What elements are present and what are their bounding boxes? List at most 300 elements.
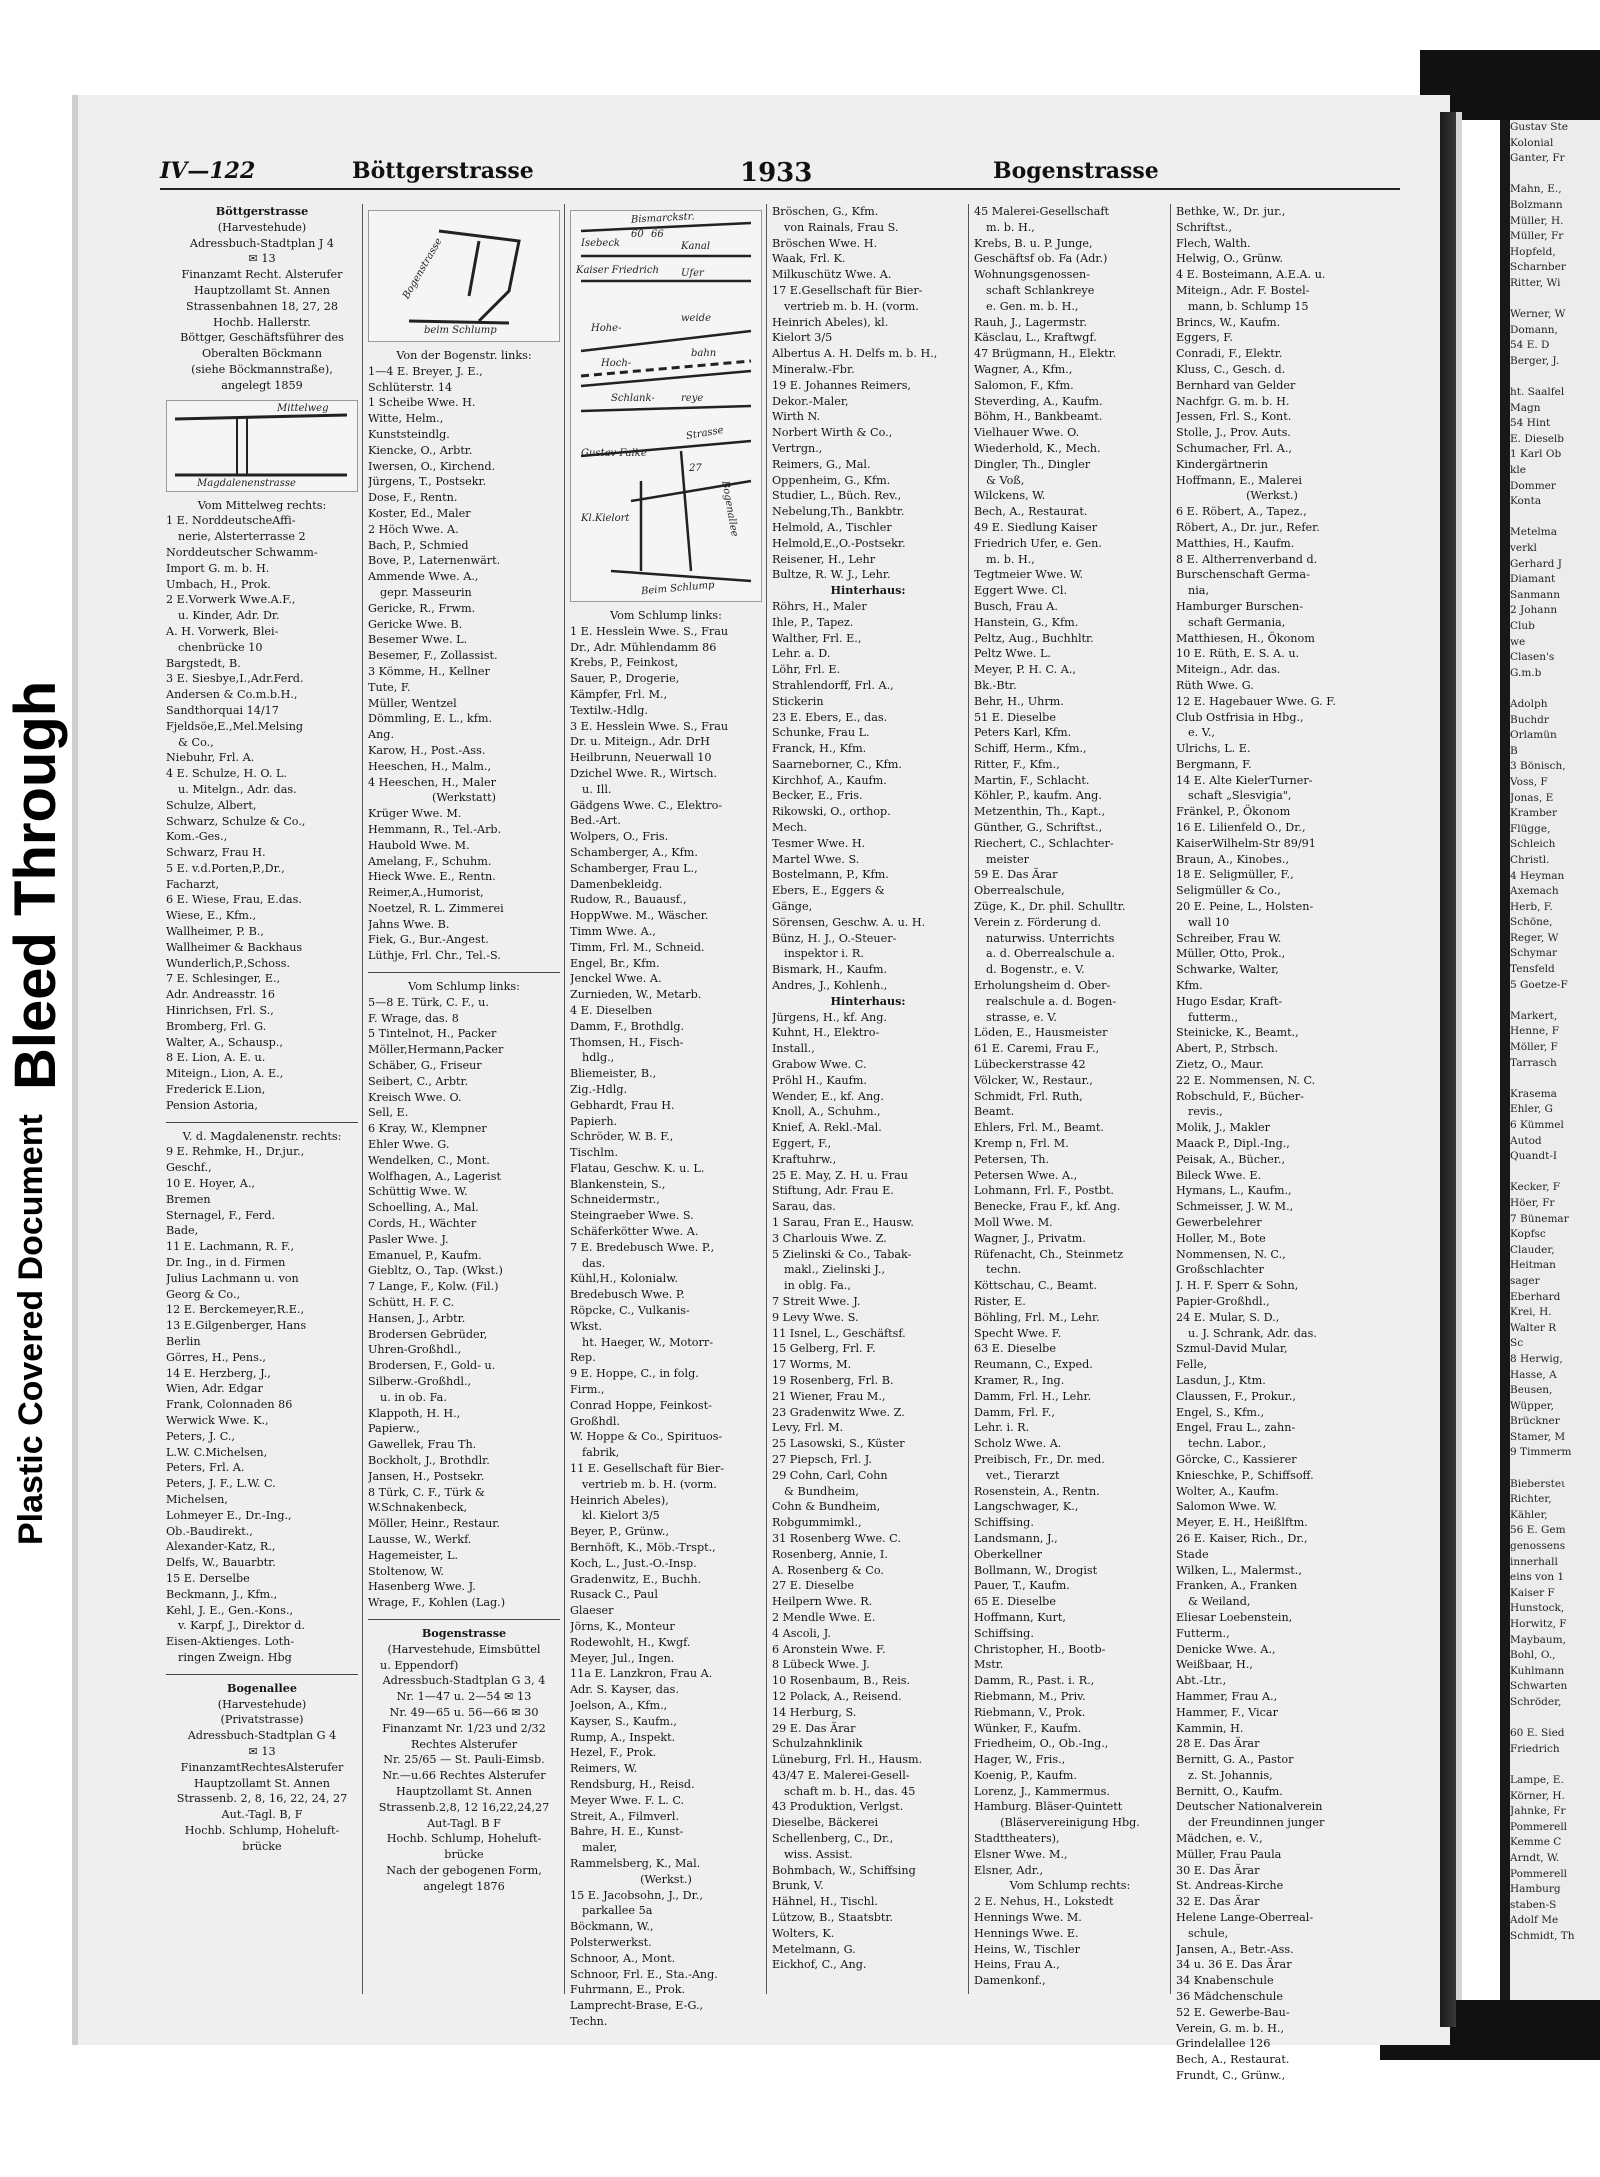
adjacent-page-text: Flügge, bbox=[1510, 822, 1551, 835]
directory-entry: Rikowski, O., orthop. bbox=[772, 805, 891, 819]
directory-entry: 14 Herburg, S. bbox=[772, 1705, 857, 1719]
directory-entry: Elsner Wwe. M., bbox=[974, 1847, 1068, 1861]
directory-entry: u. Kinder, Adr. Dr. bbox=[178, 609, 280, 623]
directory-entry: Schellenberg, C., Dr., bbox=[772, 1832, 894, 1846]
directory-entry: Dömmling, E. L., kfm. bbox=[368, 712, 493, 726]
adjacent-page-text: Krasema bbox=[1510, 1087, 1557, 1100]
directory-entry: Wrage, F., Kohlen (Lag.) bbox=[368, 1596, 506, 1610]
directory-entry: der Freundinnen junger bbox=[1188, 1816, 1325, 1830]
directory-entry: von Rainals, Frau S. bbox=[784, 220, 899, 234]
directory-entry: Röpcke, C., Vulkanis- bbox=[570, 1304, 690, 1318]
directory-entry: Kuhnt, H., Elektro- bbox=[772, 1026, 880, 1040]
directory-entry: Lüthje, Frl. Chr., Tel.-S. bbox=[368, 949, 501, 963]
directory-entry: Kielort 3/5 bbox=[772, 331, 833, 345]
directory-entry: Dr., Adr. Mühlendamm 86 bbox=[570, 640, 717, 654]
adjacent-page-text: Jonas, E bbox=[1510, 791, 1554, 804]
map-label: weide bbox=[681, 313, 711, 324]
directory-entry: Techn. bbox=[570, 2014, 608, 2028]
directory-entry: Lorenz, J., Kammermus. bbox=[974, 1784, 1110, 1798]
directory-entry: u. Mitelgn., Adr. das. bbox=[178, 782, 297, 796]
directory-entry: 4 Heeschen, H., Maler bbox=[368, 775, 496, 789]
map-label: beim Schlump bbox=[424, 325, 497, 336]
directory-entry: Gradenwitz, E., Buchh. bbox=[570, 1572, 702, 1586]
directory-entry: Rosenstein, A., Rentn. bbox=[974, 1484, 1100, 1498]
directory-entry: Metzenthin, Th., Kapt., bbox=[974, 805, 1106, 819]
directory-entry: Vielhauer Wwe. O. bbox=[974, 426, 1080, 440]
directory-entry: 10 E. Rüth, E. S. A. u. bbox=[1176, 647, 1300, 661]
directory-entry: Klappoth, H. H., bbox=[368, 1406, 461, 1420]
directory-entry: Wirth N. bbox=[772, 410, 821, 424]
adjacent-page-text: Diamant bbox=[1510, 573, 1556, 586]
directory-entry: Rüth Wwe. G. bbox=[1176, 678, 1254, 692]
directory-entry: V. d. Magdalenenstr. rechts: bbox=[182, 1129, 342, 1143]
directory-entry: FinanzamtRechtesAlsterufer bbox=[180, 1760, 344, 1774]
directory-entry: Vertrgn., bbox=[772, 441, 823, 455]
directory-entry: Brincs, W., Kaufm. bbox=[1176, 315, 1281, 329]
directory-entry: Knief, A. Rekl.-Mal. bbox=[772, 1121, 882, 1135]
directory-entry: Glaeser bbox=[570, 1604, 614, 1618]
directory-entry: 29 E. Das Ärar bbox=[772, 1721, 856, 1735]
directory-entry: Futterm., bbox=[1176, 1626, 1230, 1640]
adjacent-page-text: Clauder, bbox=[1510, 1243, 1555, 1256]
directory-entry: Hemmann, R., Tel.-Arb. bbox=[368, 822, 502, 836]
directory-entry: Deutscher Nationalverein bbox=[1176, 1800, 1323, 1814]
directory-entry: Waak, Frl. K. bbox=[772, 252, 846, 266]
directory-entry: Möller,Hermann,Packer bbox=[368, 1043, 504, 1057]
directory-entry: Hymans, L., Kaufm., bbox=[1176, 1184, 1292, 1198]
directory-entry: A. Rosenberg & Co. bbox=[772, 1563, 884, 1577]
directory-entry: Kehl, J. E., Gen.-Kons., bbox=[166, 1603, 294, 1617]
directory-entry: m. b. H., bbox=[986, 220, 1035, 234]
directory-entry: Bohmbach, W., Schiffsing bbox=[772, 1863, 916, 1877]
directory-entry: 1—4 E. Breyer, J. E., bbox=[368, 364, 483, 378]
directory-entry: Jahns Wwe. B. bbox=[368, 917, 450, 931]
directory-entry: Brodersen Gebrüder, bbox=[368, 1327, 488, 1341]
directory-entry: Rüfenacht, Ch., Steinmetz bbox=[974, 1247, 1123, 1261]
directory-entry: Görcke, C., Kassierer bbox=[1176, 1452, 1297, 1466]
directory-entry: Möller, Heinr., Restaur. bbox=[368, 1517, 500, 1531]
adjacent-page-text bbox=[1510, 1071, 1600, 1087]
directory-entry: 9 E. Hoppe, C., in folg. bbox=[570, 1367, 699, 1381]
adjacent-page-text: Reger, W bbox=[1510, 931, 1559, 944]
adjacent-page-text: 60 E. Sied bbox=[1510, 1727, 1565, 1740]
adjacent-page-text bbox=[1510, 1461, 1600, 1477]
directory-entry: 7 E. Bredebusch Wwe. P., bbox=[570, 1240, 715, 1254]
directory-entry: ringen Zweign. Hbg bbox=[178, 1650, 292, 1664]
directory-entry: d. Bogenstr., e. V. bbox=[986, 963, 1085, 977]
adjacent-page-text: Kopfsc bbox=[1510, 1228, 1546, 1241]
directory-entry: Lamprecht-Brase, E-G., bbox=[570, 1999, 704, 2013]
adjacent-page-text: Clasen's bbox=[1510, 651, 1555, 664]
directory-entry: Oberkellner bbox=[974, 1547, 1043, 1561]
directory-entry: Joelson, A., Kfm., bbox=[570, 1698, 668, 1712]
map-label: 60 bbox=[631, 229, 644, 240]
directory-entry: Hezel, F., Prok. bbox=[570, 1746, 657, 1760]
directory-entry: Holler, M., Bote bbox=[1176, 1231, 1266, 1245]
directory-entry: Günther, G., Schriftst., bbox=[974, 821, 1103, 835]
directory-entry: (Werkst.) bbox=[640, 1872, 692, 1886]
adjacent-page bbox=[1500, 120, 1600, 2000]
directory-entry: Install., bbox=[772, 1042, 815, 1056]
directory-entry: Ehlers, Frl. M., Beamt. bbox=[974, 1121, 1104, 1135]
directory-entry: Schwarz, Frau H. bbox=[166, 846, 266, 860]
directory-entry: Bismark, H., Kaufm. bbox=[772, 963, 888, 977]
directory-entry: Kfm. bbox=[1176, 979, 1203, 993]
directory-entry: inspektor i. R. bbox=[784, 947, 864, 961]
directory-entry: 7 Streit Wwe. J. bbox=[772, 1294, 861, 1308]
section-heading: Bogenallee bbox=[227, 1680, 297, 1695]
directory-entry: Michelsen, bbox=[166, 1492, 228, 1506]
directory-entry: Wagner, J., Privatm. bbox=[974, 1231, 1086, 1245]
directory-entry: Bernitt, G. A., Pastor bbox=[1176, 1753, 1294, 1767]
adjacent-page-text: Ehler, G bbox=[1510, 1103, 1553, 1116]
directory-entry: Aut.-Tagl. B, F bbox=[221, 1808, 303, 1822]
directory-entry: Claussen, F., Prokur., bbox=[1176, 1389, 1296, 1403]
page-gutter bbox=[1440, 112, 1456, 2027]
directory-entry: techn. Labor., bbox=[1188, 1437, 1267, 1451]
directory-entry: Vom Schlump links: bbox=[610, 609, 722, 622]
directory-entry: Böhling, Frl. M., Lehr. bbox=[974, 1310, 1100, 1324]
directory-entry: Milkuschütz Wwe. A. bbox=[772, 268, 892, 282]
directory-entry: Robschuld, F., Bücher- bbox=[1176, 1089, 1304, 1103]
directory-column-1 bbox=[166, 204, 358, 1855]
directory-entry: Schamberger, Frau L., bbox=[570, 861, 698, 875]
directory-entry: Miteign., Adr. F. Bostel- bbox=[1176, 283, 1310, 297]
directory-entry: hdlg., bbox=[582, 1051, 615, 1065]
directory-entry: vertrieb m. b. H. (vorm. bbox=[582, 1477, 717, 1491]
adjacent-page-text: Schleich bbox=[1510, 838, 1556, 851]
directory-entry: Görres, H., Pens., bbox=[166, 1350, 266, 1364]
directory-entry: Club Ostfrisia in Hbg., bbox=[1176, 710, 1304, 724]
directory-entry: 10 E. Hoyer, A., bbox=[166, 1177, 255, 1191]
directory-entry: Nommensen, N. C., bbox=[1176, 1247, 1286, 1261]
directory-entry: Vom Schlump rechts: bbox=[1009, 1879, 1131, 1893]
directory-entry: Schwarke, Walter, bbox=[1176, 963, 1279, 977]
directory-entry: Papier-Großhdl., bbox=[1176, 1294, 1270, 1308]
adjacent-page-text: Christl. bbox=[1510, 853, 1550, 866]
directory-entry: Bech, A., Restaurat. bbox=[974, 505, 1088, 519]
directory-entry: Delfs, W., Bauarbtr. bbox=[166, 1556, 276, 1570]
adjacent-page-text: Schröder, bbox=[1510, 1695, 1562, 1708]
directory-entry: Peters, J. F., L.W. C. bbox=[166, 1477, 276, 1491]
directory-entry: schaft Schlankreye bbox=[986, 283, 1095, 297]
directory-entry: W.Schnakenbeck, bbox=[368, 1501, 468, 1515]
directory-entry: Bethke, W., Dr. jur., bbox=[1176, 205, 1286, 218]
directory-entry: 6 Aronstein Wwe. F. bbox=[772, 1642, 886, 1656]
directory-entry: Norbert Wirth & Co., bbox=[772, 426, 893, 440]
adjacent-page-text: kle bbox=[1510, 464, 1526, 477]
directory-entry: Hennings Wwe. M. bbox=[974, 1911, 1082, 1925]
directory-entry: 4 Ascoli, J. bbox=[772, 1626, 831, 1640]
directory-entry: Giebltz, O., Tap. (Wkst.) bbox=[368, 1264, 503, 1278]
directory-entry: Walter, A., Schausp., bbox=[166, 1035, 283, 1049]
adjacent-page-text bbox=[1510, 681, 1600, 697]
adjacent-page-text: Kemme C bbox=[1510, 1836, 1562, 1849]
directory-entry: Gädgens Wwe. C., Elektro- bbox=[570, 798, 723, 812]
directory-entry: Sörensen, Geschw. A. u. H. bbox=[772, 915, 926, 929]
directory-entry: Burschenschaft Germa- bbox=[1176, 568, 1310, 582]
directory-entry: Schunke, Frau L. bbox=[772, 726, 870, 740]
adjacent-page-text: Werner, W bbox=[1510, 308, 1566, 321]
adjacent-page-text: Adolf Me bbox=[1510, 1914, 1559, 1927]
directory-entry: (siehe Böckmannstraße), bbox=[191, 362, 333, 376]
directory-entry: wiss. Assist. bbox=[784, 1847, 853, 1861]
directory-entry: Norddeutscher Schwamm- bbox=[166, 545, 318, 559]
adjacent-page-text: Voss, F bbox=[1510, 775, 1548, 788]
directory-entry: Hammer, Frau A., bbox=[1176, 1689, 1278, 1703]
directory-entry: Scholz Wwe. A. bbox=[974, 1437, 1062, 1451]
directory-entry: 15 Gelberg, Frl. F. bbox=[772, 1342, 876, 1356]
directory-entry: 27 E. Dieselbe bbox=[772, 1579, 854, 1593]
directory-entry: 7 E. Schlesinger, E., bbox=[166, 972, 281, 986]
directory-entry: 11 Isnel, L., Geschäftsf. bbox=[772, 1326, 906, 1340]
column-rule bbox=[1170, 204, 1171, 1994]
adjacent-page-text: Markert, bbox=[1510, 1009, 1558, 1022]
directory-entry: Sauer, P., Drogerie, bbox=[570, 672, 680, 686]
adjacent-page-text: Autod bbox=[1510, 1134, 1542, 1147]
directory-entry: Dzichel Wwe. R., Wirtsch. bbox=[570, 766, 718, 780]
directory-entry: Wolpers, O., Fris. bbox=[570, 830, 669, 844]
directory-entry: Jörns, K., Monteur bbox=[570, 1620, 675, 1633]
adjacent-page-text: ht. Saalfel bbox=[1510, 386, 1565, 399]
directory-entry: 11 E. Gesellschaft für Bier- bbox=[570, 1462, 725, 1476]
directory-entry: Dekor.-Maler, bbox=[772, 394, 849, 408]
directory-entry: Steinicke, K., Beamt., bbox=[1176, 1026, 1299, 1040]
adjacent-page-text: Tensfeld bbox=[1510, 963, 1555, 976]
adjacent-page-text: sager bbox=[1510, 1274, 1540, 1287]
directory-entry: 5 Tintelnot, H., Packer bbox=[368, 1027, 497, 1041]
directory-entry: Gericke Wwe. B. bbox=[368, 617, 463, 631]
adjacent-page-text: Ritter, Wi bbox=[1510, 276, 1561, 289]
directory-entry: Knieschke, P., Schiffsoff. bbox=[1176, 1468, 1314, 1482]
directory-entry: Import G. m. b. H. bbox=[166, 561, 270, 575]
directory-entry: 12 E. Berckemeyer,R.E., bbox=[166, 1303, 305, 1317]
column-rule bbox=[362, 204, 363, 1994]
map-label: 27 bbox=[689, 463, 702, 474]
directory-entry: Cords, H., Wächter bbox=[368, 1217, 477, 1231]
directory-entry: Kremp n, Frl. M. bbox=[974, 1137, 1069, 1151]
directory-entry: 14 E. Alte KielerTurner- bbox=[1176, 773, 1313, 787]
directory-entry: Reumann, C., Exped. bbox=[974, 1358, 1093, 1372]
adjacent-page-text: genossens bbox=[1510, 1540, 1566, 1553]
adjacent-page-text: Brückner bbox=[1510, 1415, 1560, 1428]
directory-entry: ✉ 13 bbox=[248, 252, 276, 266]
directory-entry: Franken, A., Franken bbox=[1176, 1579, 1298, 1593]
directory-entry: Käsclau, L., Kraftwgf. bbox=[974, 331, 1097, 345]
directory-entry: Koster, Ed., Maler bbox=[368, 506, 471, 520]
directory-entry: Alexander-Katz, R., bbox=[166, 1540, 276, 1554]
section-heading: Hinterhaus: bbox=[830, 583, 906, 598]
adjacent-page-text: verkl bbox=[1510, 542, 1537, 555]
adjacent-page-text: Kähler, bbox=[1510, 1508, 1548, 1521]
bleed-through-label: Bleed Through bbox=[3, 680, 68, 1090]
directory-entry: Schüttig Wwe. W. bbox=[368, 1185, 468, 1199]
map-label: Bogenstrasse bbox=[400, 236, 445, 301]
directory-column-2 bbox=[368, 204, 560, 1895]
directory-entry: 8 Lübeck Wwe. J. bbox=[772, 1658, 870, 1672]
directory-entry: Bröschen Wwe. H. bbox=[772, 236, 878, 250]
directory-entry: A. H. Vorwerk, Blei- bbox=[166, 624, 279, 638]
directory-entry: W. Hoppe & Co., Spirituos- bbox=[570, 1430, 723, 1444]
directory-entry: Tegtmeier Wwe. W. bbox=[974, 568, 1084, 582]
directory-entry: Bade, bbox=[166, 1224, 199, 1238]
directory-entry: Sell, E. bbox=[368, 1106, 409, 1120]
header-right-street: Bogenstrasse bbox=[993, 158, 1159, 184]
adjacent-page-text: Müller, H. bbox=[1510, 214, 1564, 227]
directory-entry: Damm, Frl. F., bbox=[974, 1405, 1055, 1419]
directory-entry: Benecke, Frau F., kf. Ang. bbox=[974, 1200, 1121, 1214]
map-label: 66 bbox=[651, 229, 664, 240]
adjacent-page-text: 1 Karl Ob bbox=[1510, 448, 1562, 461]
directory-entry: Bernhöft, K., Möb.-Trspt., bbox=[570, 1541, 716, 1555]
directory-entry: Wolters, K. bbox=[772, 1926, 835, 1940]
adjacent-page-text: Schwarten bbox=[1510, 1680, 1568, 1693]
adjacent-page-text: Konta bbox=[1510, 495, 1542, 508]
directory-entry: Engel, Br., Kfm. bbox=[570, 956, 660, 970]
adjacent-page-text: Mahn, E., bbox=[1510, 183, 1562, 196]
directory-entry: schaft m. b. H., das. 45 bbox=[784, 1784, 916, 1798]
directory-entry: Bromberg, Frl. G. bbox=[166, 1019, 267, 1033]
directory-entry: Julius Lachmann u. von bbox=[166, 1271, 299, 1285]
directory-entry: Levy, Frl. M. bbox=[772, 1421, 844, 1435]
adjacent-page-text: Bolzmann bbox=[1510, 198, 1563, 211]
directory-entry: 22 E. Nommensen, N. C. bbox=[1176, 1073, 1316, 1087]
directory-entry: Tesmer Wwe. H. bbox=[772, 836, 866, 850]
directory-entry: Maack P., Dipl.-Ing., bbox=[1176, 1137, 1290, 1151]
directory-entry: Wkst. bbox=[570, 1319, 603, 1333]
directory-entry: Schnoor, Frl. E., Sta.-Ang. bbox=[570, 1967, 718, 1981]
directory-entry: Landsmann, J., bbox=[974, 1531, 1058, 1545]
directory-entry: Nr. 1—47 u. 2—54 ✉ 13 bbox=[396, 1690, 532, 1704]
directory-entry: 52 E. Gewerbe-Bau- bbox=[1176, 2005, 1290, 2019]
directory-entry: Bernhard van Gelder bbox=[1176, 378, 1296, 392]
directory-entry: 15 E. Jacobsohn, J., Dr., bbox=[570, 1888, 703, 1902]
directory-entry: Wünker, F., Kaufm. bbox=[974, 1721, 1082, 1735]
directory-entry: Eggers, F. bbox=[1176, 331, 1233, 345]
directory-entry: Langschwager, K., bbox=[974, 1500, 1079, 1514]
directory-entry: Schmidt, Frl. Ruth, bbox=[974, 1089, 1083, 1103]
section-divider bbox=[166, 1674, 358, 1681]
adjacent-page-text: Höer, Fr bbox=[1510, 1196, 1555, 1209]
directory-entry: Helwig, O., Grünw. bbox=[1176, 252, 1284, 266]
map-label: Ufer bbox=[681, 268, 704, 279]
directory-entry: Ob.-Baudirekt., bbox=[166, 1524, 253, 1538]
directory-entry: Bargstedt, B. bbox=[166, 656, 241, 670]
directory-entry: Friedheim, O., Ob.-Ing., bbox=[974, 1737, 1109, 1751]
map-label: Gustav Falke bbox=[581, 448, 647, 459]
adjacent-page-text: Club bbox=[1510, 620, 1535, 632]
directory-entry: Salomon Wwe. W. bbox=[1176, 1500, 1277, 1514]
directory-entry: Seligmüller & Co., bbox=[1176, 884, 1281, 898]
directory-entry: Rosenberg, Annie, I. bbox=[772, 1547, 888, 1561]
adjacent-page-text: Beusen, bbox=[1510, 1384, 1553, 1397]
directory-entry: Nr. 49—65 u. 56—66 ✉ 30 bbox=[389, 1705, 539, 1719]
directory-entry: Hauptzollamt St. Annen bbox=[194, 283, 330, 297]
directory-entry: Rump, A., Inspekt. bbox=[570, 1730, 676, 1744]
adjacent-page-text bbox=[1510, 1165, 1600, 1181]
adjacent-page-text: Müller, Fr bbox=[1510, 230, 1564, 243]
directory-entry: Jürgens, H., kf. Ang. bbox=[772, 1010, 887, 1024]
directory-entry: Brodersen, F., Gold- u. bbox=[368, 1359, 496, 1373]
directory-entry: z. St. Johannis, bbox=[1188, 1768, 1273, 1782]
directory-entry: Engel, Frau L., zahn- bbox=[1176, 1421, 1296, 1435]
directory-entry: Matthiesen, H., Ökonom bbox=[1176, 631, 1315, 645]
directory-entry: m. b. H., bbox=[986, 552, 1035, 566]
directory-entry: Denicke Wwe. A., bbox=[1176, 1642, 1276, 1656]
directory-entry: Bk.-Btr. bbox=[974, 678, 1017, 692]
directory-entry: Papierw., bbox=[368, 1422, 420, 1436]
directory-entry: a. d. Oberrealschule a. bbox=[986, 947, 1115, 961]
directory-entry: & Bundheim, bbox=[784, 1484, 859, 1498]
directory-entry: Besemer, F., Zollassist. bbox=[368, 649, 498, 663]
directory-entry: Koenig, P., Kaufm. bbox=[974, 1768, 1077, 1782]
directory-entry: u. Eppendorf) bbox=[380, 1658, 459, 1672]
directory-entry: Metelmann, G. bbox=[772, 1942, 856, 1956]
adjacent-page-text bbox=[1510, 370, 1600, 386]
directory-entry: Sarau, das. bbox=[772, 1200, 836, 1214]
directory-entry: Moll Wwe. M. bbox=[974, 1216, 1053, 1229]
directory-entry: 45 Malerei-Gesellschaft bbox=[974, 205, 1110, 218]
directory-entry: 2 E.Vorwerk Wwe.A.F., bbox=[166, 593, 296, 607]
directory-entry: Kiencke, O., Arbtr. bbox=[368, 443, 473, 457]
directory-entry: Frank, Colonnaden 86 bbox=[166, 1398, 293, 1412]
directory-entry: Kindergärtnerin bbox=[1176, 457, 1268, 471]
directory-entry: Schütt, H. F. C. bbox=[368, 1296, 455, 1310]
adjacent-page-text: 7 Bünemar bbox=[1510, 1212, 1569, 1225]
directory-entry: Züge, K., Dr. phil. Schulltr. bbox=[974, 900, 1126, 914]
adjacent-page-text: Schöne, bbox=[1510, 916, 1553, 929]
adjacent-page-text: Dommer bbox=[1510, 479, 1556, 492]
directory-entry: vet., Tierarzt bbox=[986, 1468, 1060, 1482]
directory-entry: Adressbuch-Stadtplan G 3, 4 bbox=[382, 1674, 546, 1688]
directory-column-4 bbox=[772, 204, 964, 1973]
adjacent-page-text: Heitman bbox=[1510, 1259, 1556, 1272]
directory-entry: Gericke, R., Frwm. bbox=[368, 601, 476, 615]
directory-entry: Köhler, P., kaufm. Ang. bbox=[974, 789, 1102, 803]
directory-entry: Wender, E., kf. Ang. bbox=[772, 1089, 884, 1103]
directory-entry: Szmul-David Mular, bbox=[1176, 1342, 1288, 1356]
directory-entry: 27 Piepsch, Frl. J. bbox=[772, 1452, 872, 1466]
directory-entry: Uhren-Großhdl., bbox=[368, 1343, 462, 1357]
directory-entry: Heeschen, H., Malm., bbox=[368, 759, 491, 773]
directory-entry: Bliemeister, B., bbox=[570, 1067, 657, 1081]
directory-entry: Wilckens, W. bbox=[974, 489, 1046, 503]
directory-entry: 1 Sarau, Fran E., Hausw. bbox=[772, 1216, 914, 1229]
directory-entry: Braun, A., Kinobes., bbox=[1176, 852, 1290, 866]
map-label: Kl.Kielort bbox=[581, 513, 630, 524]
map-label: Mittelweg bbox=[277, 402, 329, 414]
directory-entry: Meyer Wwe. F. L. C. bbox=[570, 1793, 685, 1807]
map-label: Hohe- bbox=[591, 323, 622, 334]
directory-entry: (Privatstrasse) bbox=[220, 1713, 304, 1727]
map-label: Kanal bbox=[681, 241, 711, 252]
adjacent-page-text: innerhall bbox=[1510, 1555, 1558, 1568]
adjacent-page-text: Scharnber bbox=[1510, 261, 1566, 274]
directory-entry: meister bbox=[986, 852, 1030, 866]
adjacent-page-text: Buchdr bbox=[1510, 713, 1549, 726]
directory-entry: gepr. Masseurin bbox=[380, 585, 472, 599]
directory-entry: Niebuhr, Frl. A. bbox=[166, 751, 255, 765]
directory-entry: Dieselbe, Bäckerei bbox=[772, 1816, 879, 1830]
directory-entry: Facharzt, bbox=[166, 877, 220, 891]
adjacent-page-text: eins von 1 bbox=[1510, 1571, 1565, 1584]
directory-entry: Lützow, B., Staatsbtr. bbox=[772, 1911, 894, 1925]
directory-entry: Eisen-Aktienges. Loth- bbox=[166, 1635, 295, 1649]
directory-entry: Schiff, Herm., Kfm., bbox=[974, 742, 1087, 756]
directory-entry: Rendsburg, H., Reisd. bbox=[570, 1777, 695, 1791]
directory-entry: Verein z. Förderung d. bbox=[974, 915, 1102, 929]
directory-entry: Nebelung,Th., Bankbtr. bbox=[772, 505, 905, 519]
